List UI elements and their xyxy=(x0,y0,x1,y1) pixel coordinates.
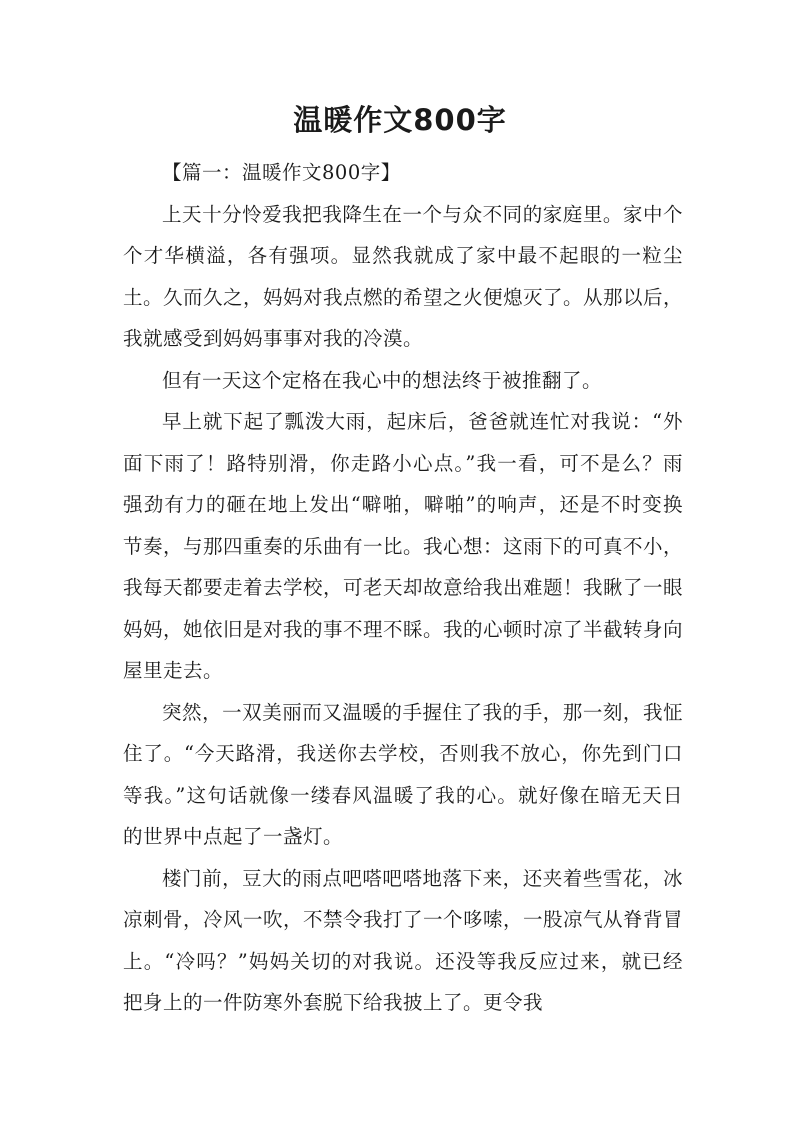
paragraph: 早上就下起了瓢泼大雨，起床后，爸爸就连忙对我说：“外面下雨了！路特别滑，你走路小心点。”我一看，可不是么？雨强劲有力的砸在地上发出“噼啪，噼啪”的响声，还是不时变换节奏，与那四重奏的乐曲有一比。我心想：这雨下的可真不小，我每天都要走着去学校，可老天却故意给我出难题！我瞅了一眼妈妈，她依旧是对我的事不理不睬。我的心顿时凉了半截转身向屋里走去。 xyxy=(123,410,684,682)
paragraph: 突然，一双美丽而又温暖的手握住了我的手，那一刻，我怔住了。“今天路滑，我送你去学校，否则我不放心，你先到门口等我。”这句话就像一缕春风温暖了我的心。就好像在暗无天日的世界中点起了一盏灯。 xyxy=(123,700,683,848)
document-body xyxy=(123,152,683,1024)
paragraph: 楼门前，豆大的雨点吧嗒吧嗒地落下来，还夹着些雪花，冰凉刺骨，冷风一吹，不禁令我打了一个哆嗦，一股凉气从脊背冒上。“冷吗？”妈妈关切的对我说。还没等我反应过来，就已经把身上的一件防寒外套脱下给我披上了。更令我 xyxy=(123,866,684,1014)
paragraph: 但有一天这个定格在我心中的想法终于被推翻了。 xyxy=(162,368,603,392)
paragraph: 上天十分怜爱我把我降生在一个与众不同的家庭里。家中个个才华横溢，各有强项。显然我就成了家中最不起眼的一粒尘土。久而久之，妈妈对我点燃的希望之火便熄灭了。从那以后，我就感受到妈妈事事对我的冷漠。 xyxy=(123,202,684,350)
section-heading: 【篇一：温暖作文800字】 xyxy=(162,161,401,184)
document-title: 温暖作文800字 xyxy=(293,103,507,137)
